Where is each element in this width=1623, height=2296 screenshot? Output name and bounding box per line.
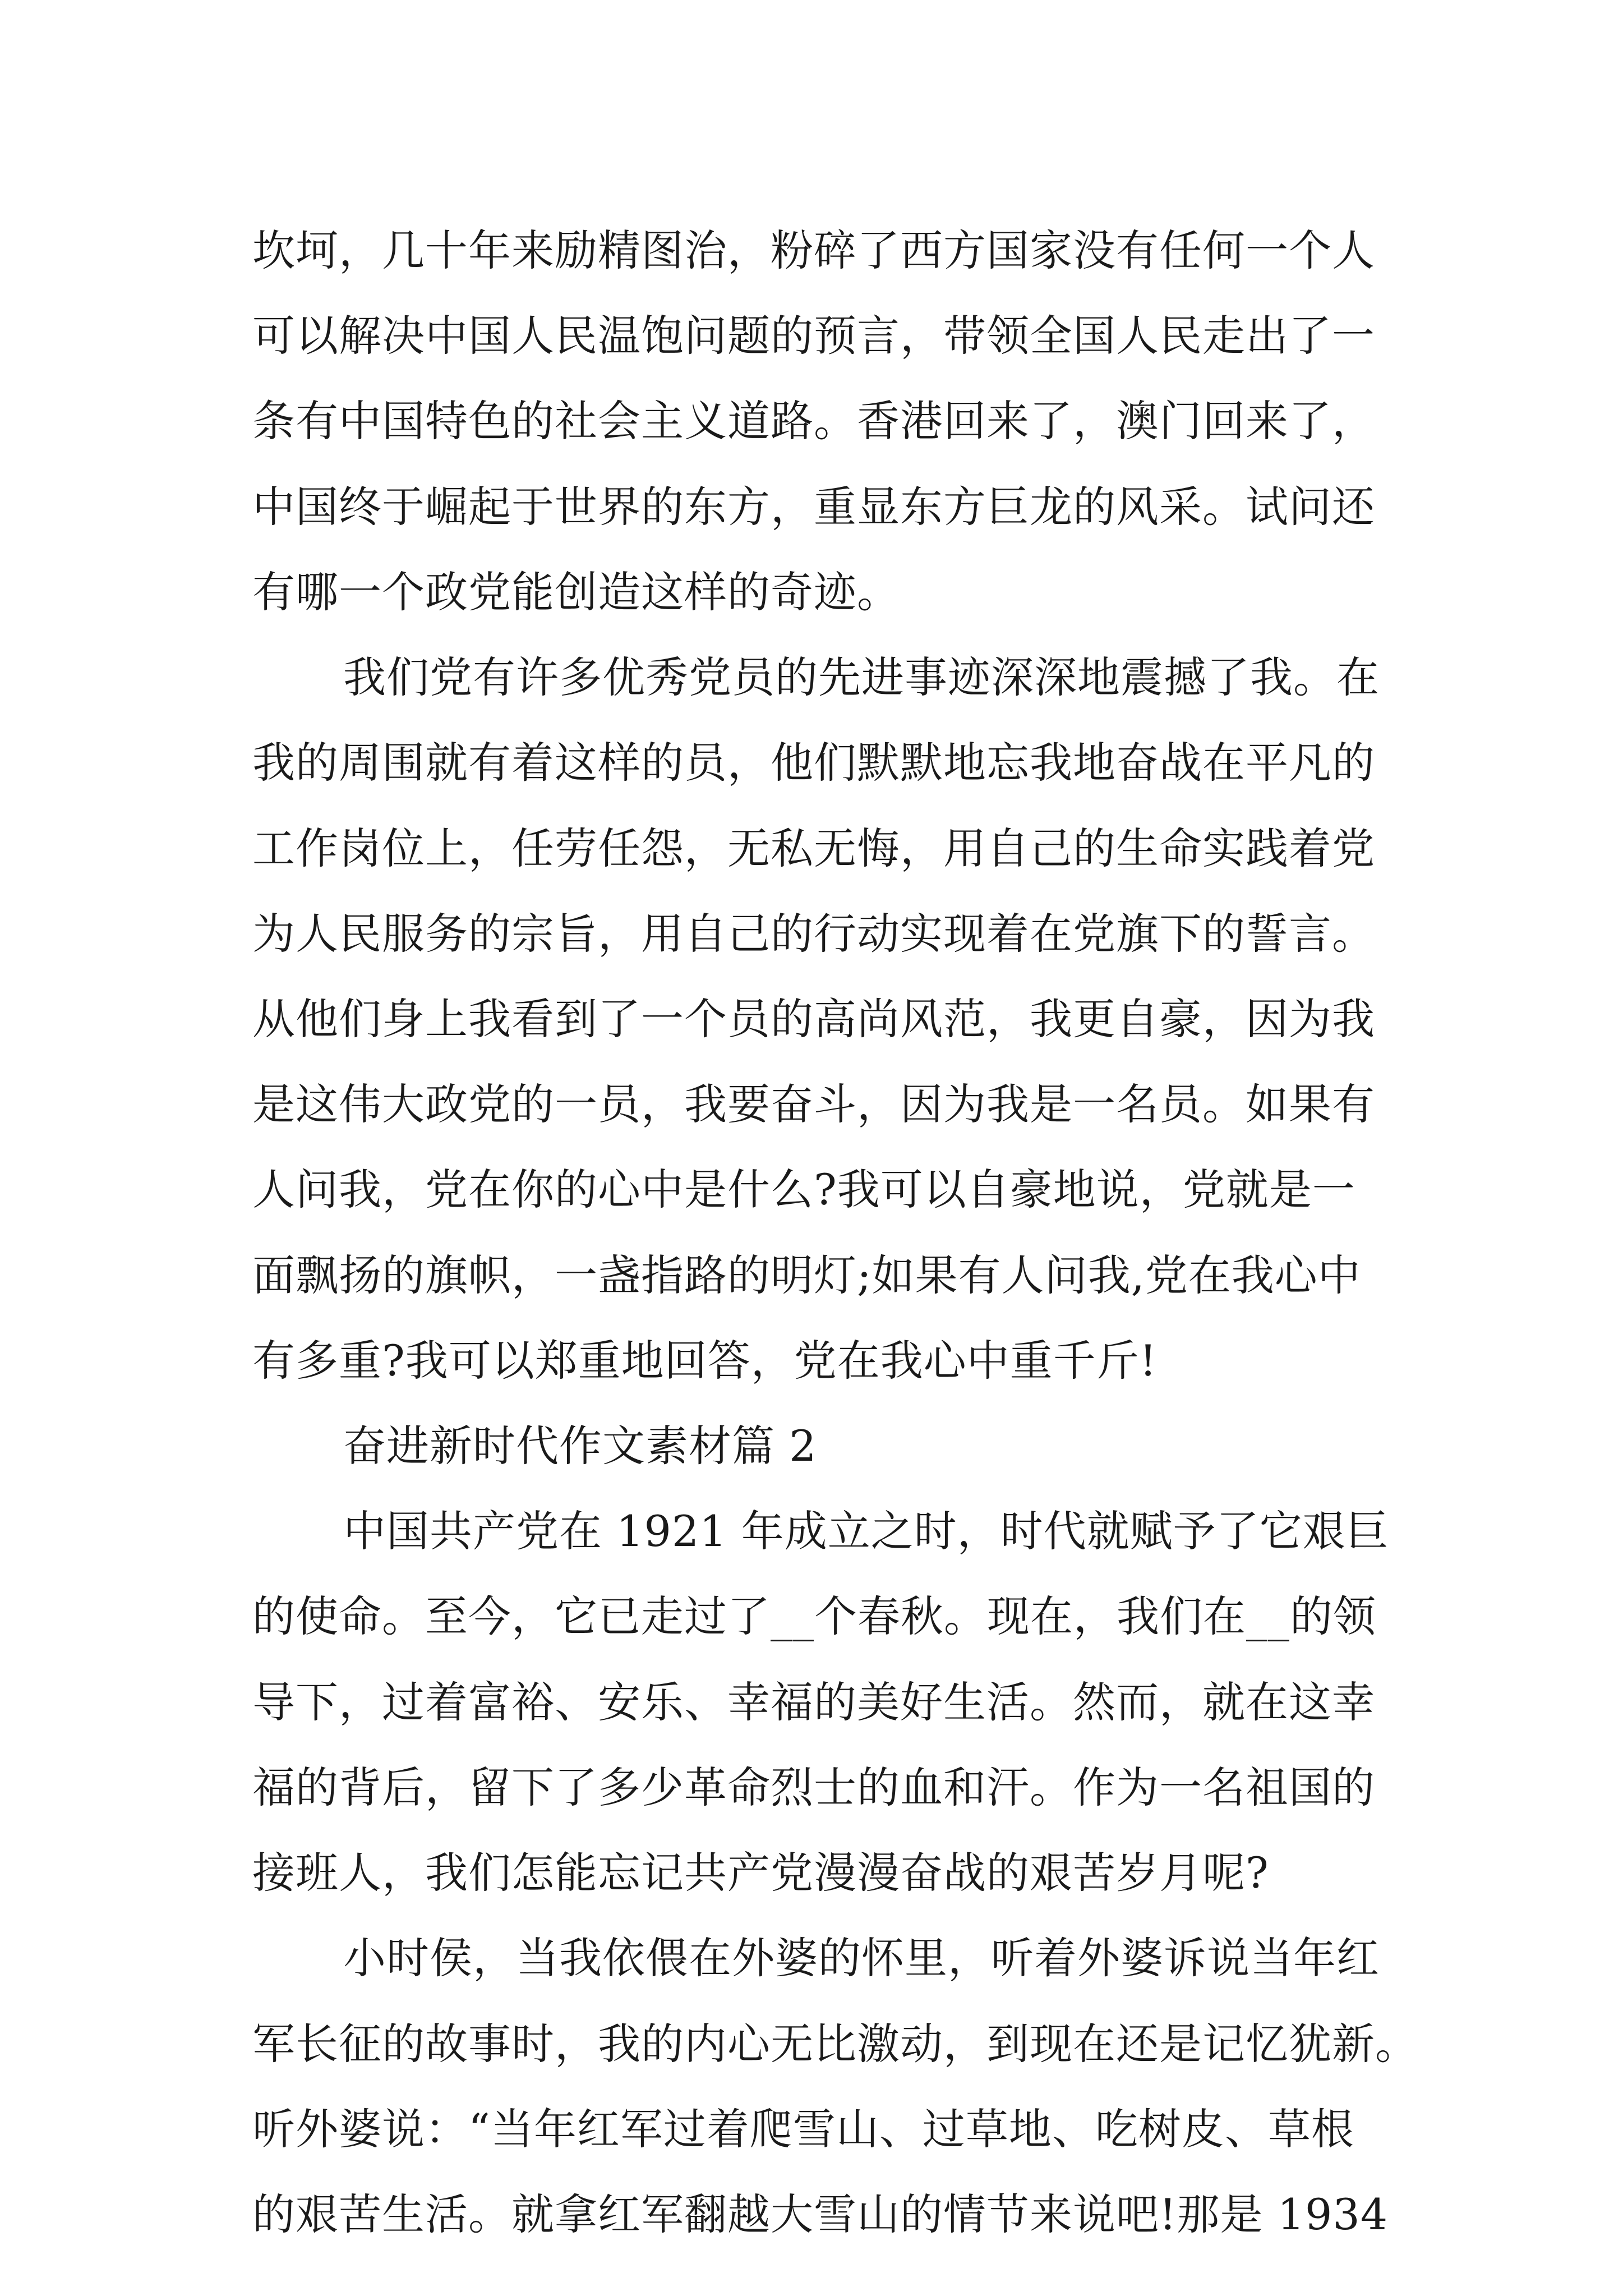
section-heading: 奋进新时代作文素材篇 2 bbox=[343, 1421, 817, 1471]
text-line: 坎坷，几十年来励精图治，粉碎了西方国家没有任何一个人 bbox=[252, 226, 1375, 275]
text-line: 有多重?我可以郑重地回答，党在我心中重千斤! bbox=[252, 1336, 1158, 1386]
text-line: 人问我，党在你的心中是什么?我可以自豪地说，党就是一 bbox=[252, 1165, 1355, 1214]
text-line: 接班人，我们怎能忘记共产党漫漫奋战的艰苦岁月呢? bbox=[252, 1848, 1269, 1898]
text-line: 的艰苦生活。就拿红军翻越大雪山的情节来说吧!那是 1934 bbox=[252, 2189, 1389, 2239]
text-line: 从他们身上我看到了一个员的高尚风范，我更自豪，因为我 bbox=[252, 994, 1375, 1044]
text-line: 的使命。至今，它已走过了__个春秋。现在，我们在__的领 bbox=[252, 1591, 1376, 1641]
text-line: 有哪一个政党能创造这样的奇迹。 bbox=[252, 567, 900, 617]
text-line: 工作岗位上，任劳任怨，无私无悔，用自己的生命实践着党 bbox=[252, 823, 1375, 873]
text-line: 听外婆说：“当年红军过着爬雪山、过草地、吃树皮、草根 bbox=[252, 2104, 1354, 2154]
text-line: 为人民服务的宗旨，用自己的行动实现着在党旗下的誓言。 bbox=[252, 909, 1375, 959]
text-line: 导下，过着富裕、安乐、幸福的美好生活。然而，就在这幸 bbox=[252, 1677, 1375, 1727]
text-line: 军长征的故事时，我的内心无比激动，到现在还是记忆犹新。 bbox=[252, 2019, 1418, 2069]
text-line: 是这伟大政党的一员，我要奋斗，因为我是一名员。如果有 bbox=[252, 1079, 1375, 1129]
text-line: 面飘扬的旗帜，一盏指路的明灯;如果有人问我,党在我心中 bbox=[252, 1250, 1361, 1300]
paragraph-first-line: 我们党有许多优秀党员的先进事迹深深地震撼了我。在 bbox=[343, 652, 1380, 702]
text-line: 我的周围就有着这样的员，他们默默地忘我地奋战在平凡的 bbox=[252, 738, 1375, 788]
text-line: 可以解决中国人民温饱问题的预言，带领全国人民走出了一 bbox=[252, 311, 1375, 361]
text-line: 中国终于崛起于世界的东方，重显东方巨龙的风采。试问还 bbox=[252, 482, 1375, 532]
text-line: 条有中国特色的社会主义道路。香港回来了，澳门回来了， bbox=[252, 396, 1375, 446]
paragraph-first-line: 中国共产党在 1921 年成立之时，时代就赋予了它艰巨 bbox=[343, 1506, 1389, 1556]
text-line: 福的背后，留下了多少革命烈士的血和汗。作为一名祖国的 bbox=[252, 1763, 1375, 1812]
paragraph-first-line: 小时侯，当我依偎在外婆的怀里，听着外婆诉说当年红 bbox=[343, 1933, 1380, 1983]
